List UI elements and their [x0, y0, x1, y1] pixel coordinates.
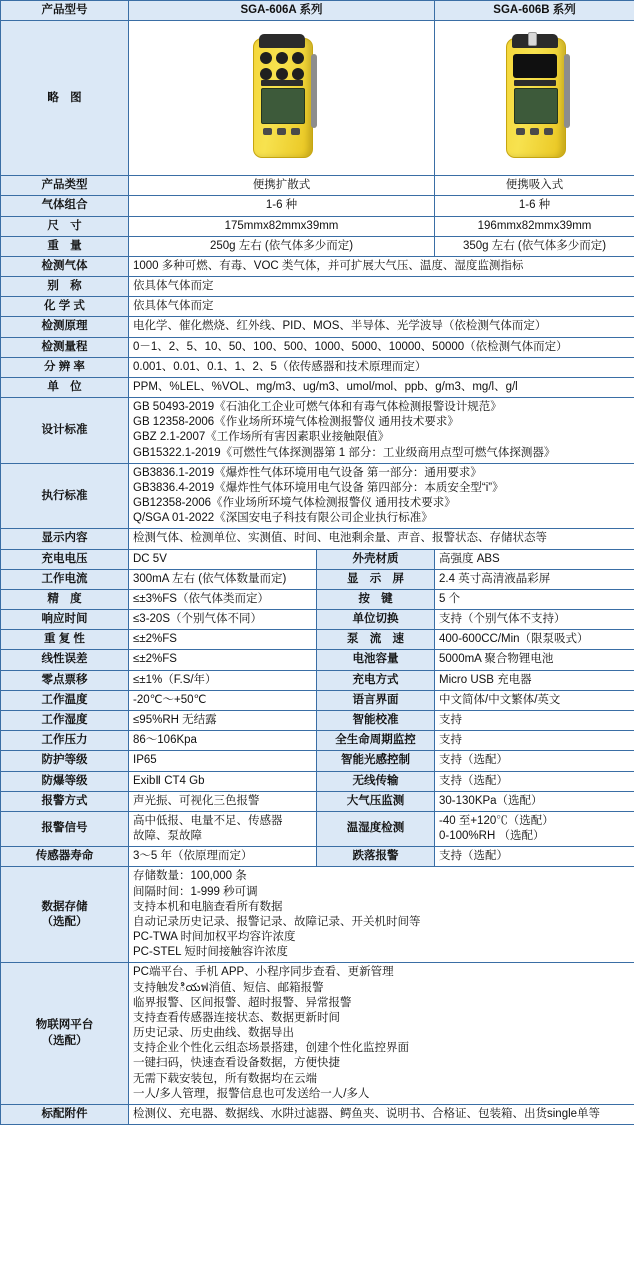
- row-label-battery-capacity: 电池容量: [317, 650, 435, 670]
- row-label-alias: 别 称: [1, 277, 129, 297]
- exec-standard-line: GB3836.4-2019《爆炸性气体环境用电气设备 第四部分：本质安全型“i”》: [133, 481, 504, 494]
- iot-line: 支持企业个性化云组态场景搭建，创建个性化监控界面: [133, 1042, 409, 1055]
- row-label-range: 检测量程: [1, 337, 129, 357]
- table-row-resolution: [1, 357, 634, 377]
- row-label-repeatability: 重 复 性: [1, 630, 129, 650]
- table-row-range: [1, 337, 634, 357]
- row-label-alarm-method: 报警方式: [1, 791, 129, 811]
- working-temp-value: -20℃～+50℃: [129, 690, 317, 710]
- size-a: 175mmx82mmx39mm: [129, 216, 435, 236]
- design-standard-line: GB 50493-2019《石油化工企业可燃气体和有毒气体检测报警设计规范》: [133, 401, 502, 414]
- zero-drift-value: ≤±1%（F.S/年）: [129, 670, 317, 690]
- storage-line: 自动记录历史记录、报警记录、故障记录、开关机时间等: [133, 915, 421, 928]
- linear-error-value: ≤±2%FS: [129, 650, 317, 670]
- iot-list: [129, 963, 634, 1105]
- accessories-value: 检测仪、充电器、数据线、水阱过滤器、鳄鱼夹、说明书、合格证、包装箱、出货single单等: [129, 1104, 634, 1124]
- storage-line: 支持本机和电脑查看所有数据: [133, 900, 283, 913]
- storage-line: 间隔时间：1-999 秒可调: [133, 885, 258, 898]
- working-pressure-value: 86～106Kpa: [129, 731, 317, 751]
- table-row-pair: [1, 690, 634, 710]
- table-row-unit: [1, 377, 634, 397]
- iot-line: 支持查看传感器连接状态、数据更新时间: [133, 1011, 340, 1024]
- table-row-size: [1, 216, 634, 236]
- design-standard-line: GB 12358-2006《作业场所环境气体检测报警仪 通用技术要求》: [133, 416, 459, 429]
- temp-humidity-line: -40 至+120℃（选配）: [439, 814, 554, 827]
- exec-standard-list: [129, 463, 634, 529]
- portable-gas-detector-diffusion-icon: [245, 32, 319, 160]
- table-row-pair: [1, 791, 634, 811]
- row-label-resolution: 分 辨 率: [1, 357, 129, 377]
- repeatability-value: ≤±2%FS: [129, 630, 317, 650]
- storage-line: PC-STEL 短时间接触容许浓度: [133, 946, 288, 959]
- row-label-display-screen: 显 示 屏: [317, 569, 435, 589]
- table-row-detect-gas: [1, 256, 634, 276]
- iot-line: 历史记录、历史曲线、数据导出: [133, 1027, 294, 1040]
- header-col-b: SGA-606B 系列: [435, 1, 634, 21]
- row-label-detect-gas: 检测气体: [1, 256, 129, 276]
- row-label-diagram: 略 图: [1, 21, 129, 176]
- header-col-a: SGA-606A 系列: [129, 1, 435, 21]
- display-screen-value: 2.4 英寸高清液晶彩屏: [435, 569, 634, 589]
- iot-line: 临界报警、区间报警、超时报警、异常报警: [133, 996, 352, 1009]
- row-label-principle: 检测原理: [1, 317, 129, 337]
- table-row-header: [1, 1, 634, 21]
- weight-b: 350g 左右 (依气体多少而定): [435, 236, 634, 256]
- row-label-smart-calibration: 智能校准: [317, 710, 435, 730]
- iot-line: 支持触发ియฟ消值、短信、邮箱报警: [133, 981, 324, 994]
- portable-gas-detector-pump-icon: [498, 32, 572, 160]
- alarm-signal-line: 故障、泵故障: [133, 830, 202, 843]
- row-label-language: 语言界面: [317, 690, 435, 710]
- explosion-grade-value: ExibⅡ CT4 Gb: [129, 771, 317, 791]
- battery-capacity-value: 5000mA 聚合物锂电池: [435, 650, 634, 670]
- iot-line: 一人/多人管理，报警信息也可发送给一人/多人: [133, 1087, 370, 1100]
- protection-grade-value: IP65: [129, 751, 317, 771]
- accuracy-value: ≤±3%FS（依气体类而定）: [129, 589, 317, 609]
- storage-line: 存储数量：100,000 条: [133, 870, 247, 883]
- design-standard-line: GB15322.1-2019《可燃性气体探测器第 1 部分：工业级商用点型可燃气体探测器》: [133, 446, 556, 459]
- row-label-weight: 重 量: [1, 236, 129, 256]
- row-label-charge-method: 充电方式: [317, 670, 435, 690]
- row-label-working-current: 工作电流: [1, 569, 129, 589]
- table-row-accessories: [1, 1104, 634, 1124]
- table-row-pair: [1, 569, 634, 589]
- iot-line: 一键扫码，快速查看设备数据，方便快捷: [133, 1057, 340, 1070]
- row-label-shell-material: 外壳材质: [317, 549, 435, 569]
- unit-value: PPM、%LEL、%VOL、mg/m3、ug/m3、umol/mol、ppb、g/m3、mg/l、g/l: [129, 377, 634, 397]
- iot-line: 无需下载安装包，所有数据均在云端: [133, 1072, 317, 1085]
- iot-label-line2: （选配）: [41, 1034, 88, 1047]
- table-row-iot: [1, 963, 634, 1105]
- row-label-display-content: 显示内容: [1, 529, 129, 549]
- storage-line: PC-TWA 时间加权平均容许浓度: [133, 931, 296, 944]
- resolution-value: 0.001、0.01、0.1、1、2、5（依传感器和技术原理而定）: [129, 357, 634, 377]
- response-time-value: ≤3-20S（个别气体不同）: [129, 610, 317, 630]
- design-standard-line: GBZ 2.1-2007《工作场所有害因素职业接触限值》: [133, 431, 390, 444]
- row-label-pump-flow: 泵 流 速: [317, 630, 435, 650]
- buttons-value: 5 个: [435, 589, 634, 609]
- table-row-exec-standard: [1, 463, 634, 529]
- table-row-sensor-life: [1, 847, 634, 867]
- table-row-diagram: [1, 21, 634, 176]
- iot-line: PC端平台、手机 APP、小程序同步查看、更新管理: [133, 966, 394, 979]
- storage-label-line2: （选配）: [41, 915, 88, 928]
- exec-standard-line: GB3836.1-2019《爆炸性气体环境用电气设备 第一部分：通用要求》: [133, 466, 482, 479]
- row-label-protection-grade: 防护等级: [1, 751, 129, 771]
- exec-standard-line: GB12358-2006《作业场所环境气体检测报警仪 通用技术要求》: [133, 497, 456, 510]
- row-label-model: 产品型号: [1, 1, 129, 21]
- row-label-charge-voltage: 充电电压: [1, 549, 129, 569]
- drop-alarm-value: 支持（选配）: [435, 847, 634, 867]
- storage-label-line1: 数据存储: [41, 900, 88, 913]
- charge-method-value: Micro USB 充电器: [435, 670, 634, 690]
- diagram-cell-a: [129, 21, 435, 176]
- row-label-working-pressure: 工作压力: [1, 731, 129, 751]
- table-row-storage: [1, 867, 634, 963]
- row-label-gas-combo: 气体组合: [1, 196, 129, 216]
- table-row-alarm-signal: [1, 811, 634, 846]
- row-label-unit: 单 位: [1, 377, 129, 397]
- sensor-life-value: 3～5 年（依原理而定）: [129, 847, 317, 867]
- table-row-pair: [1, 751, 634, 771]
- row-label-sensor-life: 传感器寿命: [1, 847, 129, 867]
- table-row-pair: [1, 630, 634, 650]
- table-row-pair: [1, 731, 634, 751]
- detect-gas-value: 1000 多种可燃、有毒、VOC 类气体，并可扩展大气压、温度、湿度监测指标: [129, 256, 634, 276]
- table-row-gas-combo: [1, 196, 634, 216]
- row-label-storage: [1, 867, 129, 963]
- product-type-b: 便携吸入式: [435, 176, 634, 196]
- exec-standard-line: Q/SGA 01-2022《深国安电子科技有限公司企业执行标准》: [133, 512, 433, 525]
- working-current-value: 300mA 左右 (依气体数量而定): [129, 569, 317, 589]
- row-label-design-standard: 设计标准: [1, 398, 129, 464]
- gas-combo-b: 1-6 种: [435, 196, 634, 216]
- temp-humidity-line: 0-100%RH （选配）: [439, 830, 545, 843]
- pump-flow-value: 400-600CC/Min（限泵吸式）: [435, 630, 634, 650]
- working-humidity-value: ≤95%RH 无结露: [129, 710, 317, 730]
- design-standard-list: [129, 398, 634, 464]
- weight-a: 250g 左右 (依气体多少而定): [129, 236, 435, 256]
- row-label-working-humidity: 工作湿度: [1, 710, 129, 730]
- row-label-lifecycle-monitor: 全生命周期监控: [317, 731, 435, 751]
- table-row-weight: [1, 236, 634, 256]
- temp-humidity-value: [435, 811, 634, 846]
- row-label-wireless: 无线传输: [317, 771, 435, 791]
- display-content-value: 检测气体、检测单位、实测值、时间、电池剩余量、声音、报警状态、存储状态等: [129, 529, 634, 549]
- formula-value: 依具体气体而定: [129, 297, 634, 317]
- diagram-cell-b: [435, 21, 634, 176]
- row-label-formula: 化 学 式: [1, 297, 129, 317]
- alarm-signal-line: 高中低报、电量不足、传感器: [133, 814, 283, 827]
- row-label-drop-alarm: 跌落报警: [317, 847, 435, 867]
- table-row-display-content: [1, 529, 634, 549]
- wireless-value: 支持（选配）: [435, 771, 634, 791]
- table-row-pair: [1, 650, 634, 670]
- iot-label-line1: 物联网平台: [35, 1019, 94, 1032]
- table-row-pair: [1, 589, 634, 609]
- table-row-pair: [1, 771, 634, 791]
- alarm-method-value: 声光振、可视化三色报警: [129, 791, 317, 811]
- table-row-design-standard: [1, 398, 634, 464]
- row-label-accuracy: 精 度: [1, 589, 129, 609]
- table-row-principle: [1, 317, 634, 337]
- row-label-linear-error: 线性误差: [1, 650, 129, 670]
- language-value: 中文简体/中文繁体/英文: [435, 690, 634, 710]
- row-label-exec-standard: 执行标准: [1, 463, 129, 529]
- unit-switch-value: 支持（个别气体不支持）: [435, 610, 634, 630]
- table-row-pair: [1, 710, 634, 730]
- row-label-explosion-grade: 防爆等级: [1, 771, 129, 791]
- table-row-pair: [1, 670, 634, 690]
- range-value: 0－1、2、5、10、50、100、500、1000、5000、10000、50000（依检测气体而定）: [129, 337, 634, 357]
- row-label-iot: [1, 963, 129, 1105]
- size-b: 196mmx82mmx39mm: [435, 216, 634, 236]
- table-row-product-type: [1, 176, 634, 196]
- principle-value: 电化学、催化燃烧、红外线、PID、MOS、半导体、光学波导（依检测气体而定）: [129, 317, 634, 337]
- row-label-buttons: 按 键: [317, 589, 435, 609]
- shell-material-value: 高强度 ABS: [435, 549, 634, 569]
- row-label-zero-drift: 零点票移: [1, 670, 129, 690]
- gas-combo-a: 1-6 种: [129, 196, 435, 216]
- charge-voltage-value: DC 5V: [129, 549, 317, 569]
- row-label-pressure-monitor: 大气压监测: [317, 791, 435, 811]
- row-label-unit-switch: 单位切换: [317, 610, 435, 630]
- lifecycle-monitor-value: 支持: [435, 731, 634, 751]
- row-label-size: 尺 寸: [1, 216, 129, 236]
- row-label-response-time: 响应时间: [1, 610, 129, 630]
- table-row-alias: [1, 277, 634, 297]
- table-row-formula: [1, 297, 634, 317]
- table-row-pair: [1, 549, 634, 569]
- row-label-light-sensor-control: 智能光感控制: [317, 751, 435, 771]
- alarm-signal-value: [129, 811, 317, 846]
- product-type-a: 便携扩散式: [129, 176, 435, 196]
- row-label-temp-humidity: 温湿度检测: [317, 811, 435, 846]
- row-label-product-type: 产品类型: [1, 176, 129, 196]
- row-label-accessories: 标配附件: [1, 1104, 129, 1124]
- row-label-working-temp: 工作温度: [1, 690, 129, 710]
- row-label-alarm-signal: 报警信号: [1, 811, 129, 846]
- light-sensor-control-value: 支持（选配）: [435, 751, 634, 771]
- pressure-monitor-value: 30-130KPa（选配）: [435, 791, 634, 811]
- storage-list: [129, 867, 634, 963]
- table-row-pair: [1, 610, 634, 630]
- alias-value: 依具体气体而定: [129, 277, 634, 297]
- smart-calibration-value: 支持: [435, 710, 634, 730]
